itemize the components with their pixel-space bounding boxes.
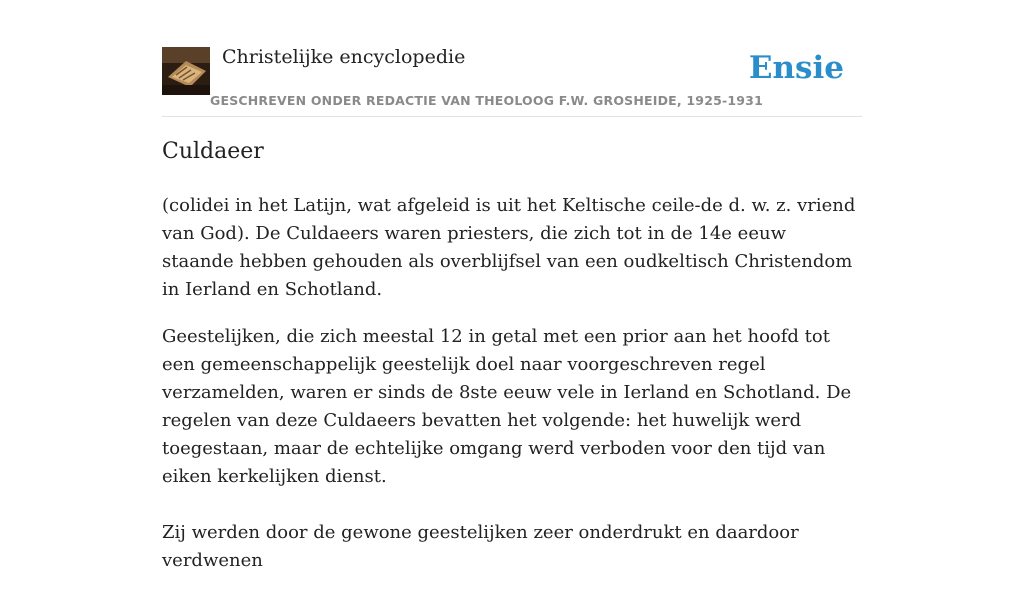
article-paragraph: Zij werden door de gewone geestelijken zeer onderdrukt en daardoor verdwenen	[162, 522, 799, 571]
encyclopedia-logo[interactable]	[162, 47, 210, 95]
article-paragraph: Geestelijken, die zich meestal 12 in getal met een prior aan het hoofd tot een gemeenschappelijk geestelijk doel naar voorgeschreven regel verzamelden, waren er sinds de 8ste eeuw vele in Ierland en Schotland. De regelen van deze Culdaeers bevatten het volgende: het huwelijk werd toegestaan, maar de echtelijke omgang werd verboden voor den tijd van eiken kerkelijken dienst.	[162, 326, 852, 487]
site-title[interactable]: Christelijke encyclopedie	[222, 46, 466, 68]
article-body	[162, 192, 862, 594]
article-title: Culdaeer	[162, 139, 264, 164]
site-subtitle: GESCHREVEN ONDER REDACTIE VAN THEOLOOG F.W. GROSHEIDE, 1925-1931	[210, 93, 763, 108]
article-paragraph: (colidei in het Latijn, wat afgeleid is uit het Keltische ceile-de d. w. z. vriend van God). De Culdaeers waren priesters, die zich tot in de 14e eeuw staande hebben gehouden als overblijfsel van een oudkeltisch Christendom in Ierland en Schotland.	[162, 195, 856, 300]
ensie-logo-link[interactable]: Ensie	[748, 50, 844, 86]
site-header	[162, 46, 862, 117]
